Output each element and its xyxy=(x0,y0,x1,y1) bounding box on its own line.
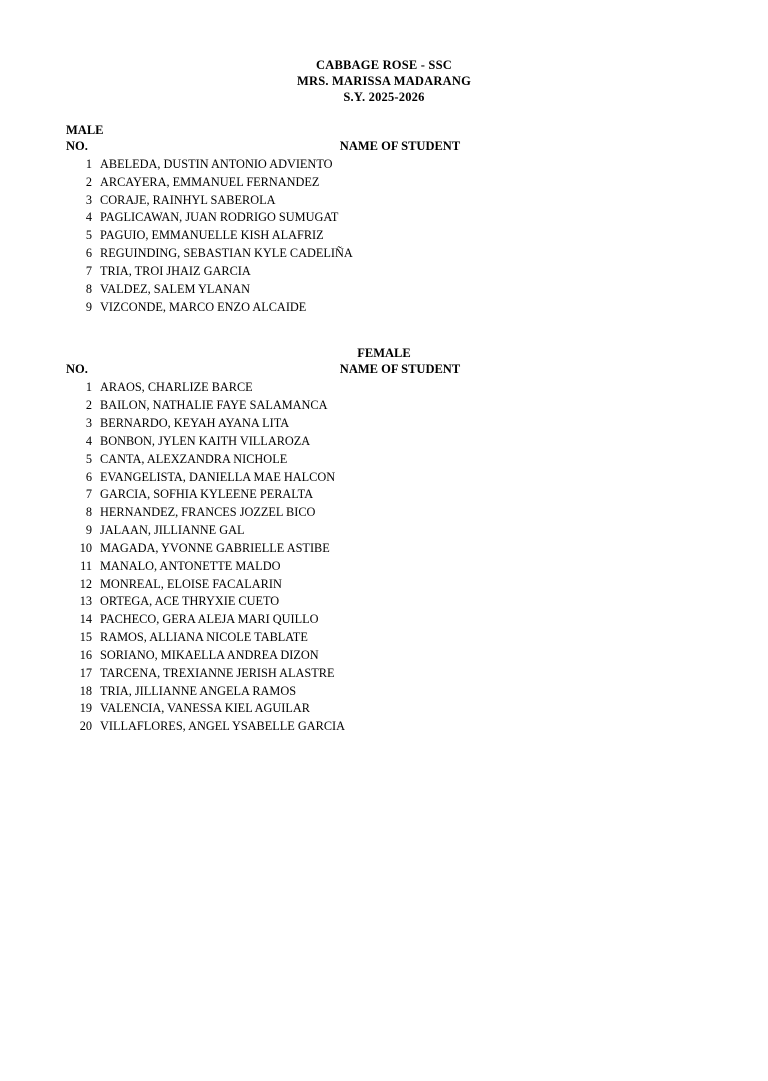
table-row xyxy=(66,576,702,594)
row-number: 14 xyxy=(79,612,92,627)
row-number: 17 xyxy=(79,665,92,680)
header-line-class: CABBAGE ROSE - SSC xyxy=(316,58,452,72)
row-student-name: TARCENA, TREXIANNE JERISH ALASTRE xyxy=(100,665,335,680)
row-student-name: ARAOS, CHARLIZE BARCE xyxy=(100,380,253,395)
table-row xyxy=(66,433,702,451)
row-student-name: ORTEGA, ACE THRYXIE CUETO xyxy=(100,594,280,609)
female-section-title: FEMALE xyxy=(357,346,411,361)
female-col-name-header: NAME OF STUDENT xyxy=(339,362,461,377)
table-row xyxy=(66,281,702,299)
row-number: 11 xyxy=(80,558,92,573)
header-line-teacher: MRS. MARISSA MADARANG xyxy=(297,74,471,88)
table-row xyxy=(66,469,702,487)
row-number: 1 xyxy=(85,157,92,171)
row-student-name: CANTA, ALEXZANDRA NICHOLE xyxy=(100,451,288,466)
male-col-name-header: NAME OF STUDENT xyxy=(339,139,461,153)
male-section-title: MALE xyxy=(66,123,104,137)
table-row xyxy=(66,504,702,522)
row-number: 9 xyxy=(85,523,92,538)
row-number: 2 xyxy=(85,174,92,189)
table-row xyxy=(66,522,702,540)
row-student-name: PAGUIO, EMMANUELLE KISH ALAFRIZ xyxy=(100,228,324,243)
row-student-name: VALDEZ, SALEM YLANAN xyxy=(100,281,250,296)
row-number: 10 xyxy=(79,540,92,555)
male-section xyxy=(66,123,702,316)
row-number: 5 xyxy=(85,451,92,466)
row-student-name: RAMOS, ALLIANA NICOLE TABLATE xyxy=(100,630,308,645)
table-row xyxy=(66,611,702,629)
row-student-name: EVANGELISTA, DANIELLA MAE HALCON xyxy=(100,469,336,484)
table-row xyxy=(66,263,702,281)
table-row xyxy=(66,718,702,736)
row-number: 12 xyxy=(79,576,92,591)
row-student-name: VALENCIA, VANESSA KIEL AGUILAR xyxy=(100,701,310,716)
row-student-name: REGUINDING, SEBASTIAN KYLE CADELIÑA xyxy=(100,246,353,261)
document-page xyxy=(0,57,768,1081)
row-number: 13 xyxy=(79,594,92,609)
table-row xyxy=(66,683,702,701)
female-section xyxy=(66,346,702,736)
table-row xyxy=(66,245,702,263)
row-student-name: ABELEDA, DUSTIN ANTONIO ADVIENTO xyxy=(100,157,333,171)
female-col-no-header: NO. xyxy=(66,362,88,377)
table-row xyxy=(66,665,702,683)
row-student-name: SORIANO, MIKAELLA ANDREA DIZON xyxy=(100,647,319,662)
row-number: 9 xyxy=(85,299,92,314)
row-number: 4 xyxy=(85,210,92,225)
table-row xyxy=(66,629,702,647)
row-student-name: HERNANDEZ, FRANCES JOZZEL BICO xyxy=(100,505,316,520)
row-number: 6 xyxy=(85,469,92,484)
row-student-name: BERNARDO, KEYAH AYANA LITA xyxy=(100,416,290,431)
row-number: 8 xyxy=(85,281,92,296)
table-row xyxy=(66,299,702,317)
row-number: 6 xyxy=(85,246,92,261)
row-student-name: CORAJE, RAINHYL SABEROLA xyxy=(100,192,276,207)
table-row xyxy=(66,174,702,192)
row-number: 18 xyxy=(79,683,92,698)
table-row xyxy=(66,192,702,210)
row-number: 20 xyxy=(79,719,92,734)
table-row xyxy=(66,397,702,415)
row-student-name: PACHECO, GERA ALEJA MARI QUILLO xyxy=(100,612,319,627)
female-column-headers xyxy=(66,362,702,377)
row-number: 15 xyxy=(79,630,92,645)
row-student-name: JALAAN, JILLIANNE GAL xyxy=(100,523,245,538)
row-number: 7 xyxy=(85,487,92,502)
row-student-name: TRIA, TROI JHAIZ GARCIA xyxy=(100,263,251,278)
row-student-name: ARCAYERA, EMMANUEL FERNANDEZ xyxy=(100,174,320,189)
row-number: 4 xyxy=(85,433,92,448)
row-student-name: VILLAFLORES, ANGEL YSABELLE GARCIA xyxy=(100,719,346,734)
row-number: 1 xyxy=(85,380,92,395)
table-row xyxy=(66,647,702,665)
row-number: 2 xyxy=(85,398,92,413)
table-row xyxy=(66,486,702,504)
row-number: 16 xyxy=(79,647,92,662)
row-number: 3 xyxy=(85,416,92,431)
row-student-name: MAGADA, YVONNE GABRIELLE ASTIBE xyxy=(100,540,330,555)
table-row xyxy=(66,379,702,397)
table-row xyxy=(66,558,702,576)
male-col-no-header: NO. xyxy=(66,139,88,153)
table-row xyxy=(66,451,702,469)
table-row xyxy=(66,209,702,227)
row-number: 3 xyxy=(85,192,92,207)
document-header xyxy=(0,57,768,105)
row-student-name: GARCIA, SOFHIA KYLEENE PERALTA xyxy=(100,487,314,502)
row-student-name: VIZCONDE, MARCO ENZO ALCAIDE xyxy=(100,299,307,314)
row-number: 8 xyxy=(85,505,92,520)
table-row xyxy=(66,227,702,245)
header-line-school-year: S.Y. 2025-2026 xyxy=(343,90,425,104)
row-student-name: PAGLICAWAN, JUAN RODRIGO SUMUGAT xyxy=(100,210,339,225)
row-number: 5 xyxy=(85,228,92,243)
table-row xyxy=(66,415,702,433)
row-student-name: BONBON, JYLEN KAITH VILLAROZA xyxy=(100,433,311,448)
row-number: 7 xyxy=(85,263,92,278)
row-student-name: BAILON, NATHALIE FAYE SALAMANCA xyxy=(100,398,328,413)
table-row xyxy=(66,700,702,718)
row-student-name: MANALO, ANTONETTE MALDO xyxy=(100,558,281,573)
table-row xyxy=(66,593,702,611)
table-row xyxy=(66,156,702,174)
row-number: 19 xyxy=(79,701,92,716)
male-column-headers xyxy=(66,139,702,154)
row-student-name: MONREAL, ELOISE FACALARIN xyxy=(100,576,282,591)
table-row xyxy=(66,540,702,558)
row-student-name: TRIA, JILLIANNE ANGELA RAMOS xyxy=(100,683,297,698)
